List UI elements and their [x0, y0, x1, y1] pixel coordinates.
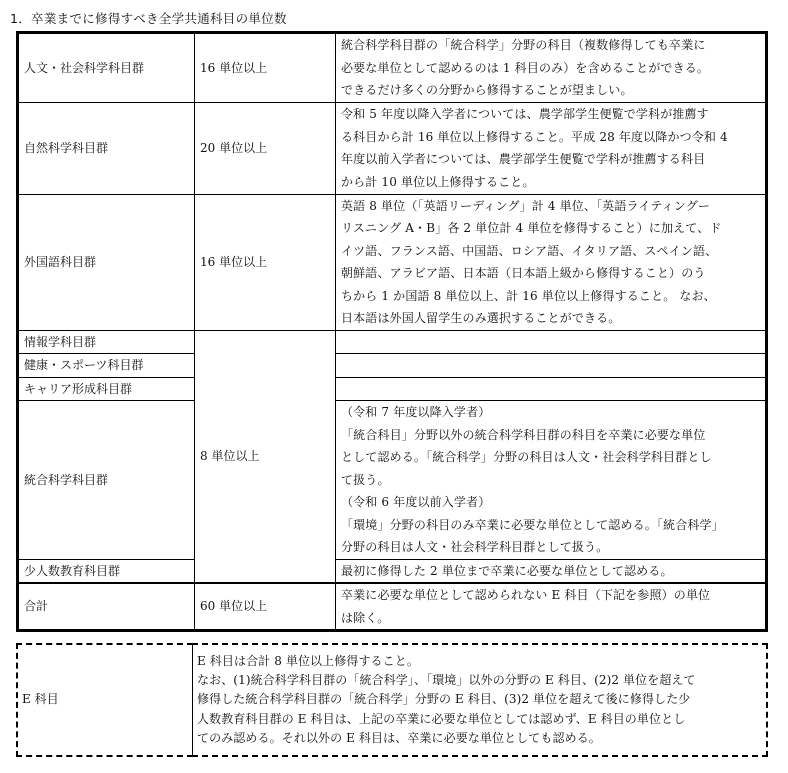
category-cell: 統合科学科目群: [18, 401, 195, 560]
category-cell: 外国語科目群: [18, 194, 195, 330]
note-line: 卒業に必要な単位として認められない E 科目（下記を参照）の単位: [341, 588, 711, 602]
section-title: 1．卒業までに修得すべき全学共通科目の単位数: [10, 11, 287, 26]
note-line: ちから 1 か国語 8 単位以上、計 16 単位以上修得すること。 なお、: [341, 288, 716, 303]
note-line: E 科目は合計 8 単位以上修得すること。: [197, 653, 419, 668]
note-cell: [336, 559, 767, 583]
note-line: リスニング A・B」各 2 単位計 4 単位を修得すること）に加えて、ド: [341, 221, 722, 235]
note-line: 修得した統合科学科目群の「統合科学」分野の E 科目、(3)2 単位を超えて後に修得した少: [197, 692, 691, 707]
e-subjects-label: E 科目: [17, 644, 193, 756]
credit-requirements-table: [16, 31, 768, 632]
table-row: [18, 102, 767, 194]
e-subjects-note: [193, 644, 768, 756]
note-line: てのみ認める。それ以外の E 科目は、卒業に必要な単位としても認める。: [197, 730, 601, 745]
table-row: [18, 354, 767, 378]
total-credits: 60 単位以上: [195, 583, 336, 631]
table-row: [18, 377, 767, 401]
table-row: [18, 194, 767, 330]
note-cell: [336, 583, 767, 631]
note-cell: [336, 102, 767, 194]
note-line: 年度以前入学者については、農学部学生便覧で学科が推薦する科目: [341, 152, 706, 166]
note-line: イツ語、フランス語、中国語、ロシア語、イタリア語、スペイン語、: [341, 243, 718, 258]
e-subjects-row: [17, 644, 767, 756]
note-line: 最初に修得した 2 単位まで卒業に必要な単位として認める。: [341, 563, 673, 578]
category-cell: 少人数教育科目群: [18, 559, 195, 583]
table-row: [18, 401, 767, 560]
category-cell: 健康・スポーツ科目群: [18, 354, 195, 378]
note-line: 必要な単位として認めるのは 1 科目のみ）を含めることができる。: [341, 60, 710, 75]
note-line: る科目から計 16 単位以上修得すること。平成 28 年度以降かつ令和 4: [341, 129, 728, 144]
note-cell-empty: [336, 330, 767, 354]
table-row: [18, 33, 767, 103]
note-line: 日本語は外国人留学生のみ選択することができる。: [341, 311, 621, 325]
note-line: 統合科学科目群の「統合科学」分野の科目（複数修得しても卒業に: [341, 38, 706, 52]
note-line: なお、(1)統合科学科目群の「統合科学」、「環境」以外の分野の E 科目、(2)2 単位を超えて: [197, 673, 696, 688]
note-line: から計 10 単位以上修得すること。: [341, 174, 535, 189]
note-line: 「環境」分野の科目のみ卒業に必要な単位として認める。「統合科学」: [341, 517, 724, 532]
note-line: できるだけ多くの分野から修得することが望ましい。: [341, 83, 633, 97]
category-cell: キャリア形成科目群: [18, 377, 195, 401]
note-line: （令和 6 年度以前入学者）: [341, 495, 491, 509]
note-line: て扱う。: [341, 472, 390, 487]
credits-cell: 20 単位以上: [195, 102, 336, 194]
note-cell-empty: [336, 377, 767, 401]
note-cell: [336, 33, 767, 103]
note-cell-empty: [336, 354, 767, 378]
credits-cell: 16 単位以上: [195, 194, 336, 330]
shared-credits-cell: 8 単位以上: [195, 330, 336, 583]
total-row: [18, 583, 767, 631]
category-cell: 人文・社会科学科目群: [18, 33, 195, 103]
note-line: （令和 7 年度以降入学者）: [341, 405, 491, 419]
total-label: 合計: [18, 583, 195, 631]
note-line: 朝鮮語、アラビア語、日本語（日本語上級から修得すること）のう: [341, 266, 706, 280]
note-line: は除く。: [341, 610, 390, 625]
note-cell: [336, 194, 767, 330]
credits-cell: 16 単位以上: [195, 33, 336, 103]
note-cell: [336, 401, 767, 560]
note-line: として認める。「統合科学」分野の科目は人文・社会科学科目群とし: [341, 450, 712, 464]
table-row: [18, 330, 767, 354]
category-cell: 自然科学科目群: [18, 102, 195, 194]
category-cell: 情報学科目群: [18, 330, 195, 354]
e-subjects-box: [16, 643, 768, 757]
note-line: 令和 5 年度以降入学者については、農学部学生便覧で学科が推薦す: [341, 107, 709, 121]
note-line: 「統合科目」分野以外の統合科学科目群の科目を卒業に必要な単位: [341, 427, 706, 442]
note-line: 英語 8 単位（「英語リーディング」計 4 単位、「英語ライティングー: [341, 198, 711, 213]
table-row: [18, 559, 767, 583]
note-line: 人数教育科目群の E 科目は、上記の卒業に必要な単位としては認めず、E 科目の単位とし: [197, 711, 686, 726]
note-line: 分野の科目は人文・社会科学科目群として扱う。: [341, 540, 609, 554]
